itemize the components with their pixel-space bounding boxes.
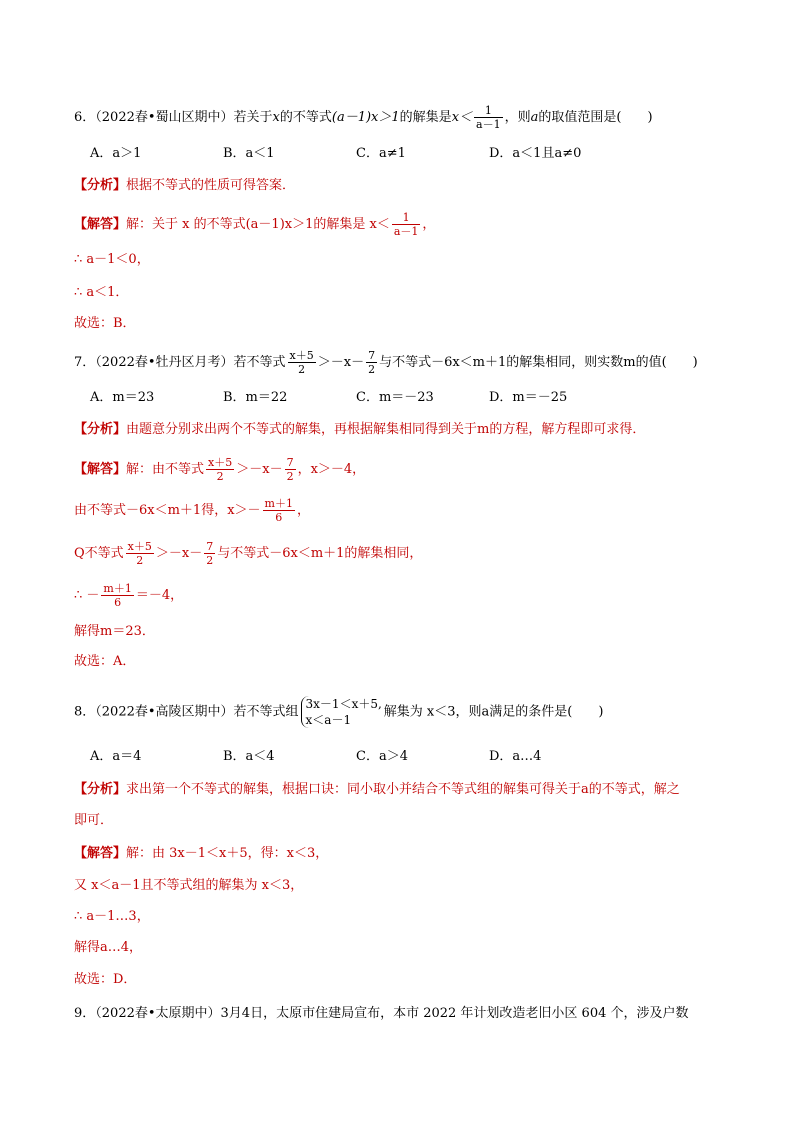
q6-option-d: D．a＜1且a≠0 (489, 146, 582, 161)
q6-option-b: B．a＜1 (223, 146, 275, 161)
q7-solution-4: ∴ － $\frac{m+1}{6}$ ＝－4， (74, 582, 184, 609)
q8-analysis-2: 即可． (74, 813, 114, 828)
q6-solution-3: ∴ a＜1． (74, 285, 129, 300)
q8-option-b: B．a＜4 (223, 749, 275, 764)
q7-solution-6: 故选：A． (74, 654, 136, 669)
q7-solution-2: 由不等式－6x＜m＋1得，x＞－ $\frac{m+1}{6}$ ， (74, 497, 310, 524)
q8-solution-3: ∴ a－1…3， (74, 909, 150, 924)
q6-solution-4: 故选：B． (74, 316, 136, 331)
q7-solution-5: 解得m＝23． (74, 624, 155, 639)
q8-stem: 8．（2022春•高陵区期中）若不等式组 3x－1＜x＋5, x＜a－1 解集为 x＜3，则a满足的条件是( ) (74, 697, 604, 727)
q8-option-d: D．a…4 (489, 749, 542, 764)
q8-options (90, 747, 754, 767)
q6-fraction: $\frac{1}{a-1}$ (476, 104, 501, 131)
q6-option-c: C．a≠1 (356, 146, 406, 161)
q9-stem: 9．（2022春•太原期中）3月4日，太原市住建局宣布，本市 2022 年计划改造老旧小区 604 个，涉及户数 (74, 1006, 689, 1021)
q8-solution-4: 解得a…4， (74, 940, 143, 955)
q8-inequality-system: 3x－1＜x＋5, x＜a－1 (301, 696, 382, 728)
q7-option-a: A．m＝23 (90, 390, 155, 405)
q7-stem: 7．（2022春•牡丹区月考）若不等式 $\frac{x+5}{2}$ ＞－x－ $\frac{7}{2}$ 与不等式－6x＜m＋1的解集相同，则实数m的值( ) (74, 349, 698, 376)
q6-solution-2: ∴ a－1＜0， (74, 252, 150, 267)
q6-option-a: A．a＞1 (90, 146, 142, 161)
q8-option-c: C．a＞4 (356, 749, 408, 764)
q8-solution-2: 又 x＜a－1且不等式组的解集为 x＜3， (74, 878, 304, 893)
q6-analysis: 【分析】根据不等式的性质可得答案． (74, 178, 296, 193)
q7-analysis: 【分析】由题意分别求出两个不等式的解集，再根据解集相同得到关于m的方程，解方程即可求得． (74, 422, 646, 437)
q7-solution-3: Q不等式 $\frac{x+5}{2}$ ＞－x－ $\frac{7}{2}$ 与不等式－6x＜m＋1的解集相同， (74, 540, 423, 567)
q7-solution-1: 【解答】解：由不等式 $\frac{x+5}{2}$ ＞－x－ $\frac{7}{2}$ ，x＞－4， (74, 456, 366, 483)
q7-option-c: C．m＝－23 (356, 390, 434, 405)
q6-stem: 6．（2022春•蜀山区期中）若关于x的不等式(a－1)x＞1的解集是x＜ $\frac{1}{a-1}$ ，则a的取值范围是( ) (74, 104, 653, 131)
q8-solution-1: 【解答】解：由 3x－1＜x＋5，得：x＜3， (74, 846, 329, 861)
q8-option-a: A．a＝4 (90, 749, 142, 764)
q8-analysis-1: 【分析】求出第一个不等式的解集，根据口诀：同小取小并结合不等式组的解集可得关于a的不等式，解之 (74, 782, 680, 797)
q6-solution-1: 【解答】解：关于 x 的不等式(a－1)x＞1的解集是 x＜ $\frac{1}{a-1}$ ， (74, 211, 436, 238)
q7-option-d: D．m＝－25 (489, 390, 568, 405)
q7-option-b: B．m＝22 (223, 390, 288, 405)
q8-solution-5: 故选：D． (74, 972, 137, 987)
q7-options (90, 388, 754, 408)
q6-options (90, 144, 754, 164)
